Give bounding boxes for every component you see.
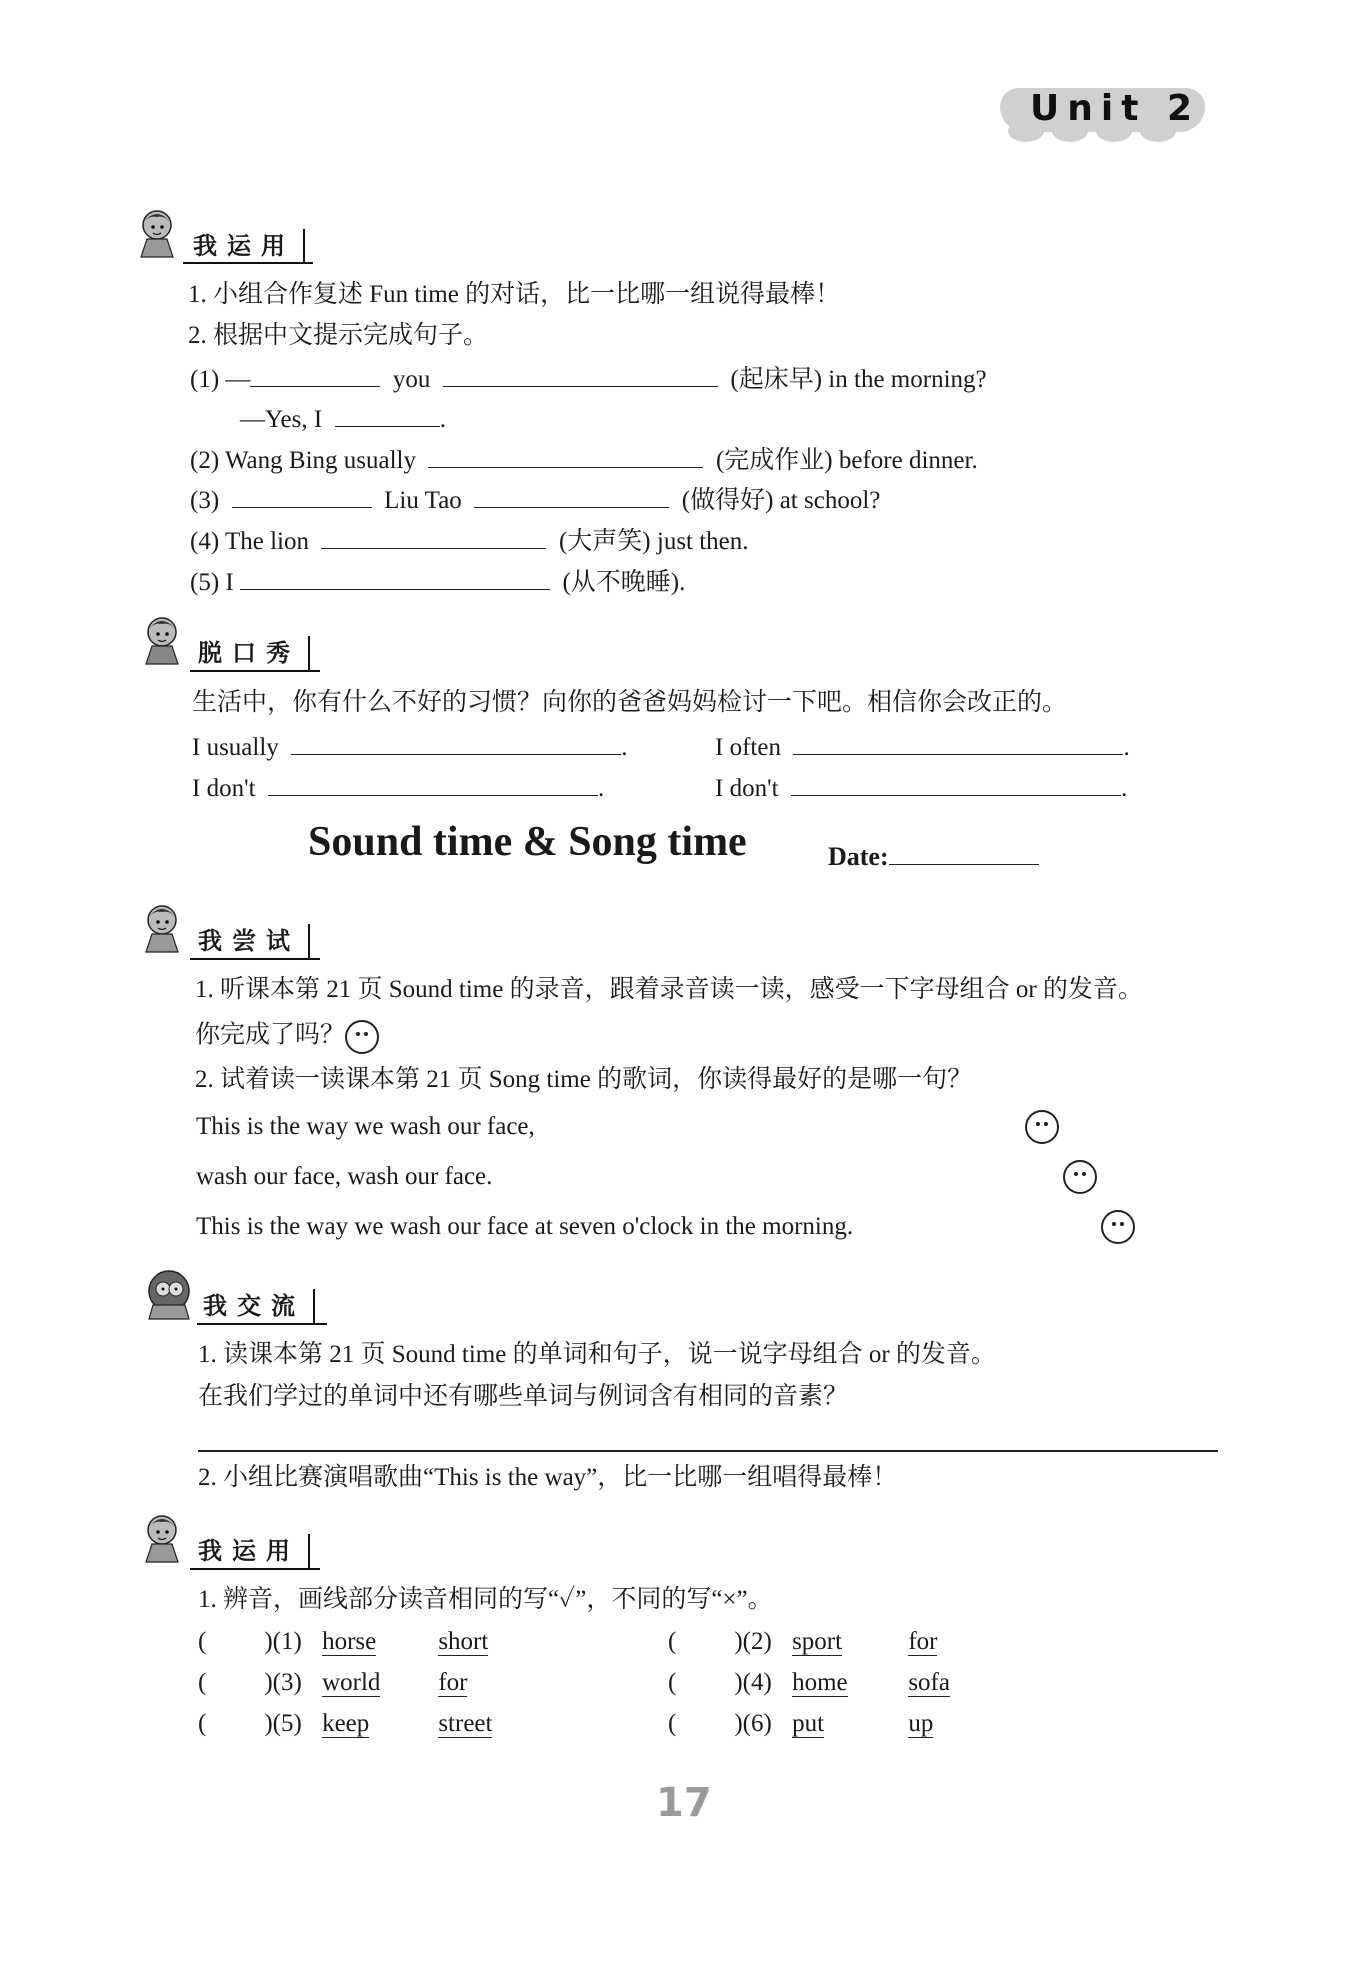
girl-mascot-icon [140,1510,188,1568]
song-line-3: This is the way we wash our face at seven o'clock in the morning. [196,1213,854,1240]
section-underline [197,1323,327,1325]
question-2: 2. 根据中文提示完成句子。 [188,322,489,349]
item-1-line-1: (1) — you (起床早) in the morning? [190,362,987,395]
smiley-face-icon[interactable] [1025,1110,1059,1144]
song-line-2: wash our face, wash our face. [196,1163,493,1190]
phonics-row-2-left: ( )(3) world for [198,1669,468,1696]
question-1: 1. 小组合作复述 Fun time 的对话，比一比哪一组说得最棒！ [188,281,841,308]
item-2: (2) Wang Bing usually (完成作业) before dinner. [190,443,978,476]
unit-title: Unit 2 [1030,88,1200,129]
answer-blank[interactable] [240,565,550,590]
item-4: (4) The lion (大声笑) just then. [190,524,749,557]
section-label: 我运用 [189,229,305,263]
answer-line[interactable] [198,1450,1218,1452]
habit-line-2-left: I don't . [192,771,604,804]
phonics-row-2-right: ( )(4) home sofa [668,1669,950,1696]
habit-line-1-right: I often . [715,730,1130,763]
section-label: 我尝试 [194,924,310,958]
answer-blank[interactable] [474,483,669,508]
talk-show-prompt: 生活中，你有什么不好的习惯？向你的爸爸妈妈检讨一下吧。相信你会改正的。 [192,689,1068,716]
item-5: (5) I (从不晚睡). [190,565,685,598]
date-field: Date: [828,836,1039,872]
phonics-instruction: 1. 辨音，画线部分读音相同的写“✓”，不同的写“×”。 [198,1586,773,1613]
section-underline [183,262,313,264]
communicate-question-2: 2. 小组比赛演唱歌曲“This is the way”，比一比哪一组唱得最棒！ [198,1464,898,1491]
section-label: 我交流 [199,1289,315,1323]
answer-blank[interactable] [250,362,380,387]
section-underline [190,958,320,960]
section-header-apply-2 [140,1510,310,1568]
date-blank[interactable] [889,836,1039,865]
girl-mascot-icon [140,612,188,670]
habit-line-2-right: I don't . [715,771,1127,804]
phonics-row-1-left: ( )(1) horse short [198,1628,489,1655]
kids-mascot-icon [145,1265,193,1323]
section-underline [190,1568,320,1570]
girl-mascot-icon [140,900,188,958]
answer-blank[interactable] [232,483,372,508]
phonics-row-3-left: ( )(5) keep street [198,1710,493,1737]
smiley-face-icon[interactable] [345,1020,379,1054]
section-header-apply [135,205,305,263]
answer-blank[interactable] [268,771,598,796]
try-question-2: 2. 试着读一读课本第 21 页 Song time 的歌词，你读得最好的是哪一句？ [195,1066,973,1093]
answer-blank[interactable] [428,443,703,468]
section-label: 我运用 [194,1534,310,1568]
answer-blank[interactable] [321,524,546,549]
phonics-row-1-right: ( )(2) sport for [668,1628,938,1655]
answer-blank[interactable] [443,362,718,387]
answer-blank[interactable] [335,402,440,427]
section-label: 脱口秀 [194,636,310,670]
answer-blank[interactable] [291,730,621,755]
smiley-face-icon[interactable] [1101,1210,1135,1244]
communicate-question-1b: 在我们学过的单词中还有哪些单词与例词含有相同的音素？ [198,1383,849,1410]
page-number: 17 [656,1780,712,1826]
item-3: (3) Liu Tao (做得好) at school? [190,483,880,516]
smiley-face-icon[interactable] [1063,1160,1097,1194]
habit-line-1-left: I usually . [192,730,628,763]
try-question-1b: 你完成了吗？ [195,1020,379,1054]
section-underline [190,670,320,672]
try-question-1: 1. 听课本第 21 页 Sound time 的录音，跟着录音读一读，感受一下字母组合 or 的发音。 [195,976,1143,1003]
section-header-talk-show [140,612,310,670]
communicate-question-1: 1. 读课本第 21 页 Sound time 的单词和句子，说一说字母组合 or 的发音。 [198,1341,996,1368]
phonics-row-3-right: ( )(6) put up [668,1710,934,1737]
answer-blank[interactable] [793,730,1123,755]
song-line-1: This is the way we wash our face, [196,1113,535,1140]
section-header-communicate [145,1265,315,1323]
answer-blank[interactable] [791,771,1121,796]
item-1-line-2: —Yes, I . [240,402,446,435]
lesson-title: Sound time & Song time [308,819,747,865]
girl-mascot-icon [135,205,183,263]
section-header-try [140,900,310,958]
